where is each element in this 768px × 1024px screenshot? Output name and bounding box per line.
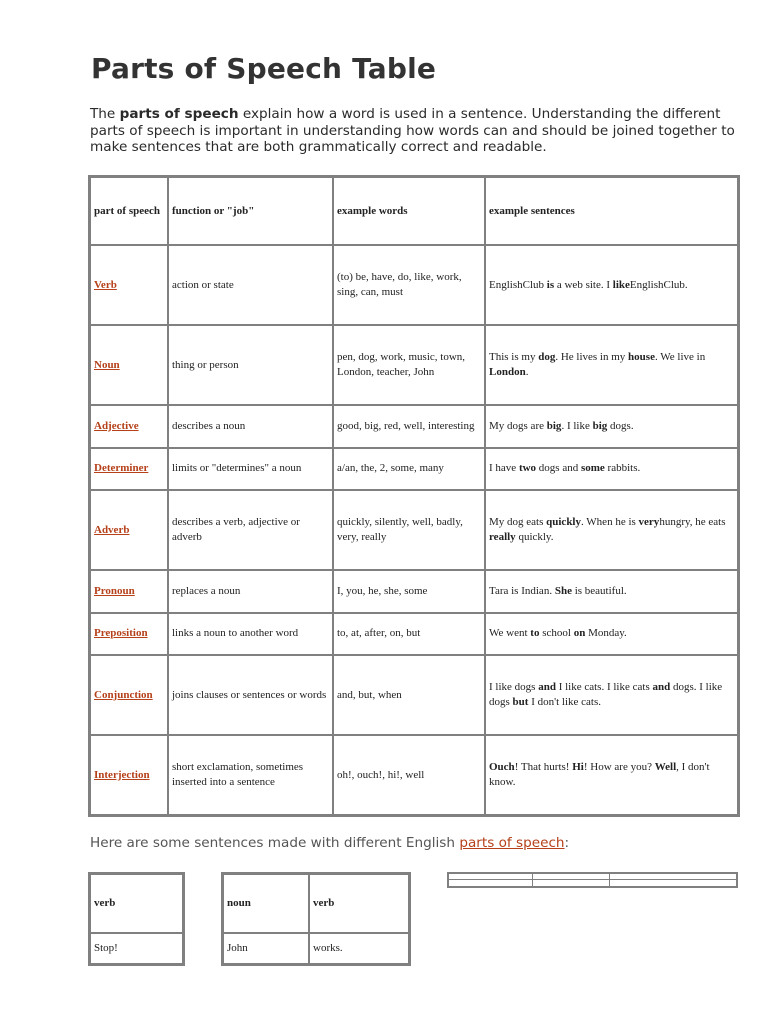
- sentence-highlight: on: [573, 627, 586, 640]
- part-of-speech-link-preposition[interactable]: Preposition: [94, 627, 148, 640]
- table-row: [90, 325, 738, 405]
- examples-intro: [90, 835, 569, 851]
- part-of-speech-link-adverb[interactable]: Adverb: [94, 523, 130, 536]
- example-words-cell: to, at, after, on, but: [333, 613, 485, 656]
- function-cell: joins clauses or sentences or words: [168, 655, 333, 735]
- part-of-speech-cell: [90, 325, 168, 405]
- sentence-highlight: very: [638, 516, 660, 528]
- part-of-speech-cell: [90, 490, 168, 570]
- table-row: [90, 735, 738, 815]
- function-cell: limits or "determines" a noun: [168, 448, 333, 491]
- header-function: function or "job": [168, 177, 333, 245]
- sentence-text: My dogs are: [489, 419, 547, 432]
- table-row: [223, 933, 409, 964]
- sentence-text: quickly.: [515, 531, 554, 543]
- sentence-text: . I like: [561, 419, 593, 432]
- sentence-text: I have: [489, 462, 519, 475]
- intro-paragraph: [90, 106, 750, 156]
- sentence-text: .: [525, 366, 529, 378]
- sentence-highlight: and: [652, 681, 671, 693]
- example-sentence-cell: [485, 613, 738, 656]
- part-of-speech-link-adjective[interactable]: Adjective: [94, 419, 139, 432]
- sentence-text: ! How are you?: [583, 761, 655, 773]
- example-sentence-cell: [485, 245, 738, 325]
- sentence-highlight: quickly: [546, 516, 581, 528]
- part-of-speech-cell: [90, 613, 168, 656]
- sentence-text: , I don't know.: [489, 761, 710, 788]
- part-of-speech-link-conjunction[interactable]: Conjunction: [94, 688, 153, 701]
- table-row: [90, 874, 183, 933]
- sentence-highlight: house: [628, 351, 655, 363]
- intro-rest: explain how a word is used in a sentence. Understanding the different parts of speech is important in understanding how words can and should be joined together to make sentences that are both grammatically correct and readable.: [90, 106, 735, 155]
- page-title: Parts of Speech Table: [91, 52, 437, 85]
- sentence-text: We went: [489, 627, 531, 640]
- sentence-highlight: to: [530, 627, 540, 640]
- example-words-cell: quickly, silently, well, badly, very, really: [333, 490, 485, 570]
- sentence-text: dogs. I like dogs: [489, 681, 723, 708]
- function-cell: describes a noun: [168, 405, 333, 448]
- sentence-highlight: Hi: [572, 761, 584, 773]
- header-example-sentences: example sentences: [485, 177, 738, 245]
- parts-of-speech-link[interactable]: parts of speech: [459, 835, 565, 851]
- part-of-speech-link-noun[interactable]: Noun: [94, 358, 120, 371]
- example-table-1: [88, 872, 185, 966]
- part-of-speech-link-interjection[interactable]: Interjection: [94, 768, 150, 781]
- example-table-2: [221, 872, 411, 966]
- sentence-text: dogs.: [607, 419, 634, 432]
- sentence-text: ! That hurts!: [514, 761, 573, 773]
- example-words-cell: pen, dog, work, music, town, London, teacher, John: [333, 325, 485, 405]
- example-sentence-cell: [485, 655, 738, 735]
- function-cell: describes a verb, adjective or adverb: [168, 490, 333, 570]
- sentence-highlight: dog: [538, 351, 556, 363]
- example-sentence-cell: [485, 735, 738, 815]
- example-sentence-cell: [485, 490, 738, 570]
- header-example-words: example words: [333, 177, 485, 245]
- example-cell: John: [223, 933, 309, 964]
- sentence-text: Monday.: [585, 627, 627, 640]
- sentence-text: This is my: [489, 351, 539, 363]
- sentence-text: rabbits.: [604, 462, 641, 475]
- part-of-speech-cell: [90, 570, 168, 613]
- sentence-text: My dog eats: [489, 516, 547, 528]
- sentence-text: Tara is Indian.: [489, 584, 555, 597]
- sentence-highlight: big: [546, 419, 562, 432]
- sentence-highlight: London: [489, 366, 526, 378]
- examples-intro-lead: Here are some sentences made with different English: [90, 835, 460, 851]
- part-of-speech-link-verb[interactable]: Verb: [94, 278, 117, 291]
- example-cell: Stop!: [90, 933, 183, 964]
- example-words-cell: I, you, he, she, some: [333, 570, 485, 613]
- example-words-cell: (to) be, have, do, like, work, sing, can, must: [333, 245, 485, 325]
- sentence-text: I like dogs: [489, 681, 539, 693]
- sentence-text: dogs and: [536, 462, 581, 475]
- part-of-speech-cell: [90, 448, 168, 491]
- function-cell: thing or person: [168, 325, 333, 405]
- sentence-text: school: [539, 627, 574, 640]
- table-row: [90, 245, 738, 325]
- sentence-text: hungry, he eats: [659, 516, 726, 528]
- table-row: [90, 933, 183, 964]
- intro-bold-term: parts of speech: [119, 106, 239, 122]
- example-header-verb: verb: [309, 874, 409, 933]
- example-sentence-cell: [485, 448, 738, 491]
- sentence-text: EnglishClub: [489, 278, 547, 291]
- part-of-speech-cell: [90, 245, 168, 325]
- sentence-text: . He lives in my: [555, 351, 629, 363]
- example-words-cell: and, but, when: [333, 655, 485, 735]
- sentence-text: . We live in: [654, 351, 706, 363]
- table-row: [90, 490, 738, 570]
- examples-intro-tail: :: [564, 835, 570, 851]
- example-words-cell: oh!, ouch!, hi!, well: [333, 735, 485, 815]
- sentence-highlight: She: [554, 584, 572, 597]
- table-divider: [449, 879, 736, 880]
- example-sentence-cell: [485, 325, 738, 405]
- table-header-row: [90, 177, 738, 245]
- part-of-speech-link-pronoun[interactable]: Pronoun: [94, 584, 135, 597]
- header-part-of-speech: part of speech: [90, 177, 168, 245]
- sentence-text: I like cats. I like cats: [555, 681, 653, 693]
- example-words-cell: good, big, red, well, interesting: [333, 405, 485, 448]
- part-of-speech-cell: [90, 735, 168, 815]
- function-cell: action or state: [168, 245, 333, 325]
- example-table-3-partial: [447, 872, 738, 888]
- table-row: [223, 874, 409, 933]
- sentence-highlight: Ouch: [489, 761, 515, 773]
- part-of-speech-link-determiner[interactable]: Determiner: [94, 462, 149, 475]
- function-cell: replaces a noun: [168, 570, 333, 613]
- example-header-noun: noun: [223, 874, 309, 933]
- table-divider: [532, 874, 533, 886]
- sentence-highlight: Well: [654, 761, 677, 773]
- sentence-highlight: some: [580, 462, 605, 475]
- table-row: [90, 570, 738, 613]
- example-sentence-cell: [485, 405, 738, 448]
- sentence-highlight: really: [489, 531, 516, 543]
- example-sentence-cell: [485, 570, 738, 613]
- sentence-highlight: but: [512, 696, 529, 708]
- table-row: [90, 405, 738, 448]
- sentence-text: EnglishClub.: [629, 278, 688, 291]
- part-of-speech-cell: [90, 405, 168, 448]
- example-words-cell: a/an, the, 2, some, many: [333, 448, 485, 491]
- sentence-text: is beautiful.: [571, 584, 627, 597]
- table-row: [90, 448, 738, 491]
- example-cell: works.: [309, 933, 409, 964]
- intro-lead: The: [90, 106, 120, 122]
- function-cell: links a noun to another word: [168, 613, 333, 656]
- sentence-text: I don't like cats.: [528, 696, 601, 708]
- sentence-text: . When he is: [581, 516, 639, 528]
- sentence-text: a web site. I: [554, 278, 613, 291]
- function-cell: short exclamation, sometimes inserted into a sentence: [168, 735, 333, 815]
- part-of-speech-cell: [90, 655, 168, 735]
- sentence-highlight: two: [518, 462, 537, 475]
- sentence-highlight: big: [592, 419, 608, 432]
- sentence-highlight: and: [538, 681, 556, 693]
- sentence-highlight: is: [546, 278, 555, 291]
- sentence-highlight: like: [612, 278, 630, 291]
- example-header-verb: verb: [90, 874, 183, 933]
- parts-of-speech-table: [88, 175, 740, 817]
- table-row: [90, 655, 738, 735]
- table-divider: [609, 874, 610, 886]
- table-row: [90, 613, 738, 656]
